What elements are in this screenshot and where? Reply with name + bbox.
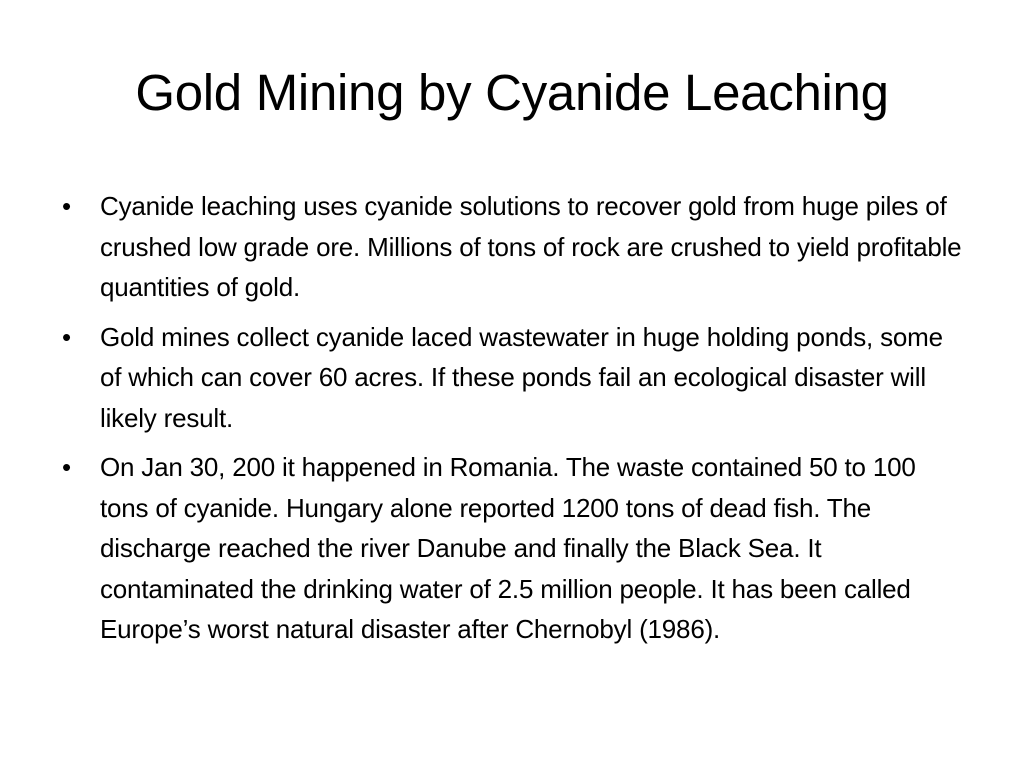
bullet-icon: • bbox=[62, 191, 71, 221]
bullet-text: Gold mines collect cyanide laced wastewater in huge holding ponds, some of which can cover 60 acres. If these ponds fail an ecological disaster will likely result. bbox=[100, 321, 943, 433]
bullet-item bbox=[62, 186, 967, 308]
bullet-icon: • bbox=[62, 321, 71, 352]
bullet-item bbox=[62, 447, 967, 650]
bullet-text: Cyanide leaching uses cyanide solutions to recover gold from huge piles of crushed low grade ore. Millions of tons of rock are crushed to yield profitable quantities of gold. bbox=[100, 191, 962, 302]
bullet-item bbox=[62, 317, 967, 439]
bullet-list bbox=[62, 186, 967, 659]
bullet-icon: • bbox=[62, 452, 71, 482]
bullet-text: On Jan 30, 200 it happened in Romania. The waste contained 50 to 100 tons of cyanide. Hungary alone reported 1200 tons of dead fish. The discharge reached the river Danube and finally the Black Sea. It contaminated the drinking water of 2.5 million people. It has been called Europe’s worst natural disaster after Chernobyl (1986). bbox=[100, 452, 916, 644]
slide-title: Gold Mining by Cyanide Leaching bbox=[135, 64, 889, 121]
